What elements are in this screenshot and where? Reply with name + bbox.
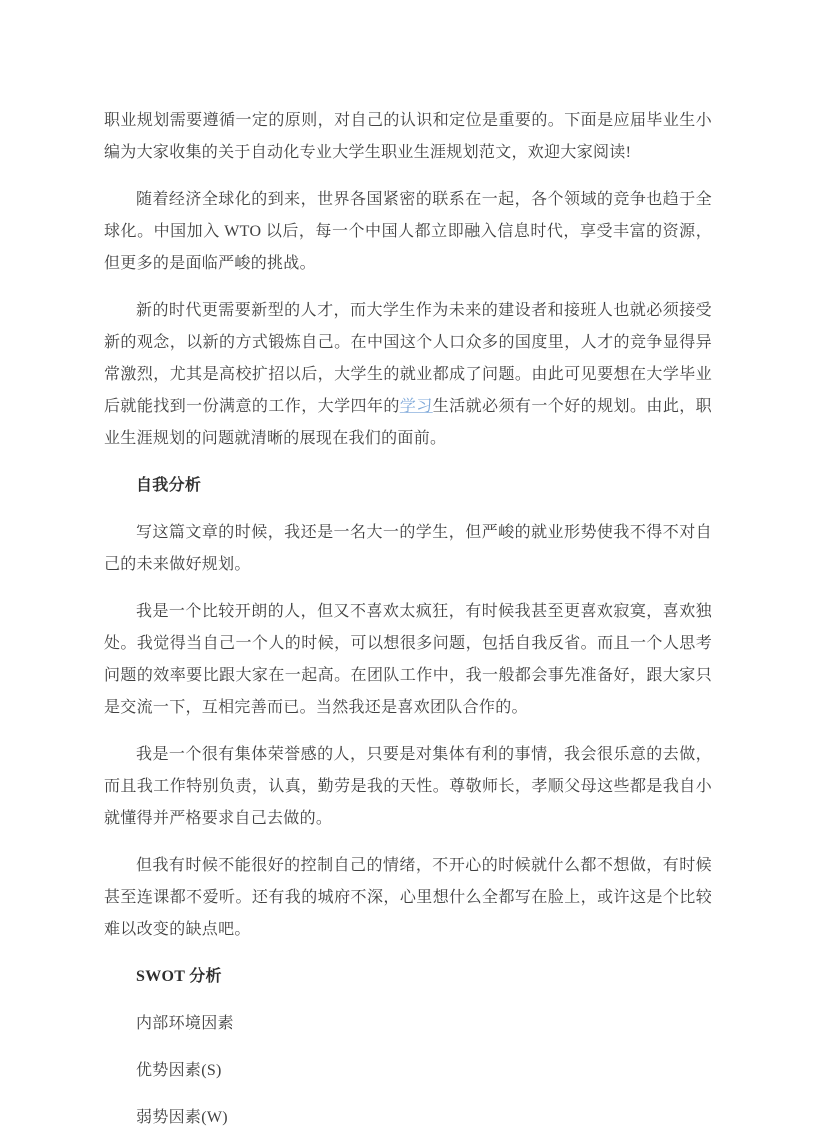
intro-paragraph: 职业规划需要遵循一定的原则，对自己的认识和定位是重要的。下面是应届毕业生小编为大家收集的关于自动化专业大学生职业生涯规划范文，欢迎大家阅读! [104,112,712,161]
new-era-paragraph-after-link: 生活就必须有一个好的规划。由此，职业生涯规划的问题就清晰的展现在我们的面前。 [104,398,712,447]
collective-honor-paragraph: 我是一个很有集体荣誉感的人，只要是对集体有利的事情，我会很乐意的去做，而且我工作特别负责，认真，勤劳是我的天性。尊敬师长，孝顺父母这些都是我自小就懂得并严格要求自己去做的。 [104,746,712,827]
strength-factors-line: 优势因素(S) [136,1062,222,1079]
swot-heading: SWOT 分析 [136,968,222,985]
new-era-paragraph-before-link: 新的时代更需要新型的人才，而大学生作为未来的建设者和接班人也就必须接受新的观念，以新的方式锻炼自己。在中国这个人口众多的国度里，人才的竞争显得异常激烈，尤其是高校扩招以后，大学生的就业都成了问题。由此可见要想在大学毕业后就能找到一份满意的工作，大学四年的 [104,302,712,415]
emotion-weakness-paragraph: 但我有时候不能很好的控制自己的情绪，不开心的时候就什么都不想做，有时候甚至连课都不爱听。还有我的城府不深，心里想什么全都写在脸上，或许这是个比较难以改变的缺点吧。 [104,857,712,938]
writing-context-paragraph: 写这篇文章的时候，我还是一名大一的学生，但严峻的就业形势使我不得不对自己的未来做好规划。 [104,524,712,573]
personality-paragraph: 我是一个比较开朗的人，但又不喜欢太疯狂，有时候我甚至更喜欢寂寞，喜欢独处。我觉得当自己一个人的时候，可以想很多问题，包括自我反省。而且一个人思考问题的效率要比跟大家在一起高。在团队工作中，我一般都会事先准备好，跟大家只是交流一下，互相完善而已。当然我还是喜欢团队合作的。 [104,603,712,716]
new-era-paragraph [104,295,712,455]
self-analysis-heading: 自我分析 [136,477,202,494]
study-link[interactable]: 学习 [399,398,433,415]
globalization-paragraph: 随着经济全球化的到来，世界各国紧密的联系在一起，各个领域的竞争也趋于全球化。中国加入 WTO 以后，每一个中国人都立即融入信息时代，享受丰富的资源，但更多的是面临严峻的挑战。 [104,191,712,272]
internal-factors-line: 内部环境因素 [136,1015,234,1032]
weakness-factors-line: 弱势因素(W) [136,1109,228,1126]
